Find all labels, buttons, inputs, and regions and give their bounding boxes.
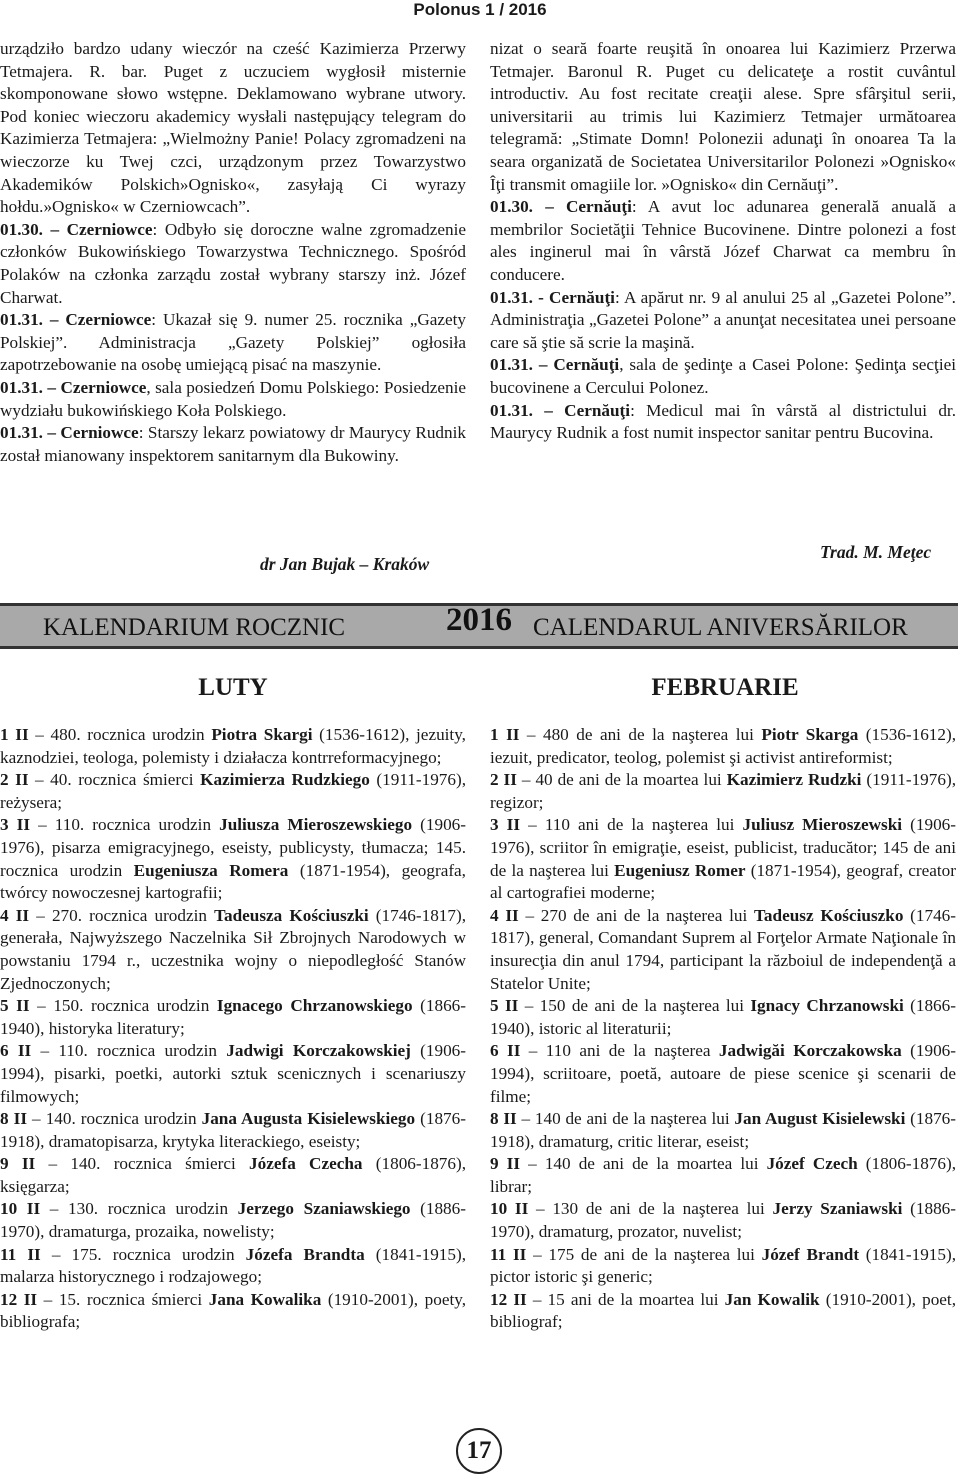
paragraph: 6 II – 110. rocznica urodzin Jadwigi Korczakowskiej (1906-1994), pisarki, poetki, autorki sztuk scenicznych i scenariuszy filmowych; (0, 1041, 466, 1106)
paragraph: 11 II – 175. rocznica urodzin Józefa Brandta (1841-1915), malarza historycznego i rodzajowego; (0, 1244, 466, 1287)
paragraph: 1 II – 480. rocznica urodzin Piotra Skargi (1536-1612), jezuity, kaznodziei, teologa, polemisty i działacza kontrreformacyjnego; (0, 725, 466, 767)
paragraph: 10 II – 130 de ani de la naşterea lui Jerzy Szaniawski (1886-1970), dramaturg, prozator, nuvelist; (490, 1199, 957, 1242)
banner-title-romanian: CALENDARUL ANIVERSĂRILOR (533, 614, 908, 641)
paragraph: 5 II – 150. rocznica urodzin Ignacego Chrzanowskiego (1866-1940), historyka literatury; (0, 996, 466, 1038)
paragraph: 12 II – 15. rocznica śmierci Jana Kowalika (1910-2001), poety, bibliografa; (0, 1289, 466, 1332)
paragraph: 12 II – 15 ani de la moartea lui Jan Kowalik (1910-2001), poet, bibliograf; (490, 1289, 956, 1332)
paragraph: nizat o seară foarte reuşită în onoarea lui Kazimierz Przerwa Tetmajer. Baronul R. Puget cu delicateţe a rostit cuvântul introductiv. Au fost recitate creaţii alese. Spre sfârşitul serii, universitarii au trimis lui Kazimierz Tetmajer următoarea telegramă: „Stimate Domn! Polonezii adunaţi în onoarea Ta la seara organizată de Societatea Universitarilor Polonezi »Ognisko« Îţi transmit omagiile lor. »Ognisko« din Cernăuţi”. (490, 39, 956, 194)
paragraph: 01.31. – Cerniowce: Starszy lekarz powiatowy dr Maurycy Rudnik został mianowany inspektorem sanitarnym dla Bukowiny. (0, 423, 466, 465)
paragraph: 8 II – 140. rocznica urodzin Jana Augusta Kisielewskiego (1876-1918), dramatopisarza, krytyka literackiego, eseisty; (0, 1109, 466, 1151)
paragraph: 11 II – 175 de ani de la naşterea lui Józef Brandt (1841-1915), pictor istoric şi generic; (490, 1244, 956, 1287)
paragraph: 2 II – 40. rocznica śmierci Kazimierza Rudzkiego (1911-1976), reżysera; (0, 770, 466, 812)
signature-right: Trad. M. Meţec (820, 542, 932, 562)
paragraph: 01.31. – Czerniowce, sala posiedzeń Domu Polskiego: Posiedzenie wydziału bukowińskiego Koła Polskiego. (0, 377, 466, 420)
month-heading-romanian: FEBRUARIE (651, 674, 799, 701)
luty-list (0, 724, 466, 1334)
page-header: Polonus 1 / 2016 (413, 0, 547, 19)
banner-title-polish: KALENDARIUM ROCZNIC (43, 614, 346, 641)
paragraph: 8 II – 140 de ani de la naşterea lui Jan August Kisielewski (1876-1918), dramaturg, critic literar, eseist; (490, 1109, 956, 1151)
paragraph: urządziło bardzo udany wieczór na cześć Kazimierza Przerwy Tetmajera. R. bar. Puget z uczuciem wygłosił misternie skomponowane słowo wstępne. Deklamowano wybrane utwory. Pod koniec wieczoru akademicy wysłali następujący telegram do Kazimierza Tetmajera: „Wielmożny Panie! Polacy zgromadzeni na wieczorze ku Twej czci, urządzonym przez Towarzystwo Akademików Polskich»Ognisko«, zasyłają Ci wyrazy hołdu.»Ognisko« w Czerniowcach”. (0, 39, 466, 217)
paragraph: 3 II – 110 ani de la naşterea lui Juliusz Mieroszewski (1906-1976), scriitor în emigraţie, eseist, publicist, traducător; 145 de ani de la naşterea lui Eugeniusz Romer (1871-1954), geograf, creator al cartografiei moderne; (490, 815, 956, 903)
top-left-column (0, 38, 466, 467)
top-right-column (490, 38, 956, 445)
paragraph: 01.31. – Cernăuţi, sala de şedinţe a Casei Polone: Şedinţa secţiei bucovinene a Cercului Polonez. (490, 355, 956, 397)
paragraph: 01.31. - Cernăuţi: A apărut nr. 9 al anului 25 al „Gazetei Polone”. Administraţia „Gazetei Polone” a anunţat necesitatea unei persoane care să ştie să scrie la maşină. (490, 287, 956, 352)
paragraph: 1 II – 480 de ani de la naşterea lui Piotr Skarga (1536-1612), iezuit, predicator, teolog, polemist şi activist antireformist; (490, 725, 957, 767)
paragraph: 01.30. – Cernăuţi: A avut loc adunarea generală anuală a membrilor Societăţii Tehnice Bucovinene. Dintre polonezi a fost ales inginerul mai în vârstă Józef Charwat ca membru în conducere. (490, 197, 956, 284)
paragraph: 6 II – 110 ani de la naşterea Jadwigăi Korczakowska (1906-1994), scriitoare, poetă, autoare de piese scenice şi scenarii de filme; (490, 1041, 956, 1106)
page-number: 17 (456, 1428, 502, 1474)
month-heading-polish: LUTY (198, 674, 268, 701)
februarie-list (490, 724, 956, 1334)
paragraph: 9 II – 140. rocznica śmierci Józefa Czecha (1806-1876), księgarza; (0, 1154, 466, 1196)
paragraph: 01.31. – Czerniowce: Ukazał się 9. numer 25. rocznika „Gazety Polskiej”. Administracja „Gazety Polskiej” ogłosiła zapotrzebowanie na osobę umiejącą pisać na maszynie. (0, 310, 466, 375)
signature-left: dr Jan Bujak – Kraków (260, 554, 430, 574)
paragraph: 4 II – 270. rocznica urodzin Tadeusza Kościuszki (1746-1817), generała, Najwyższego Naczelnika Sił Zbrojnych Narodowych w powstaniu 1794 r., uczestnika wojny o niepodległość Stanów Zjednoczonych; (0, 905, 466, 993)
paragraph: 01.30. – Czerniowce: Odbyło się doroczne walne zgromadzenie członków Bukowińskiego Towarzystwa Technicznego. Spośród Polaków na członka zarządu został wybrany starszy inż. Józef Charwat. (0, 219, 466, 307)
paragraph: 2 II – 40 de ani de la moartea lui Kazimierz Rudzki (1911-1976), regizor; (490, 770, 956, 812)
paragraph: 10 II – 130. rocznica urodzin Jerzego Szaniawskiego (1886-1970), dramaturga, prozaika, nowelisty; (0, 1199, 466, 1242)
paragraph: 01.31. – Cernăuţi: Medicul mai în vârstă al districtului dr. Maurycy Rudnik a fost numit inspector sanitar pentru Bucovina. (490, 400, 956, 443)
paragraph: 5 II – 150 de ani de la naşterea lui Ignacy Chrzanowski (1866-1940), istoric al literaturii; (490, 996, 956, 1038)
calendar-banner (0, 603, 958, 649)
paragraph: 4 II – 270 de ani de la naşterea lui Tadeusz Kościuszko (1746-1817), general, Comandant Suprem al Forţelor Armate Naţionale în insurecţia din anul 1794, participant la războiul de independenţă a Statelor Unite; (490, 905, 956, 993)
paragraph: 9 II – 140 de ani de la moartea lui Józef Czech (1806-1876), librar; (490, 1154, 956, 1196)
paragraph: 3 II – 110. rocznica urodzin Juliusza Mieroszewskiego (1906-1976), pisarza emigracyjnego, eseisty, publicysty, tłumacza; 145. rocznica urodzin Eugeniusza Romera (1871-1954), geografa, twórcy nowoczesnej kartografii; (0, 815, 466, 903)
banner-year: 2016 (446, 602, 512, 638)
